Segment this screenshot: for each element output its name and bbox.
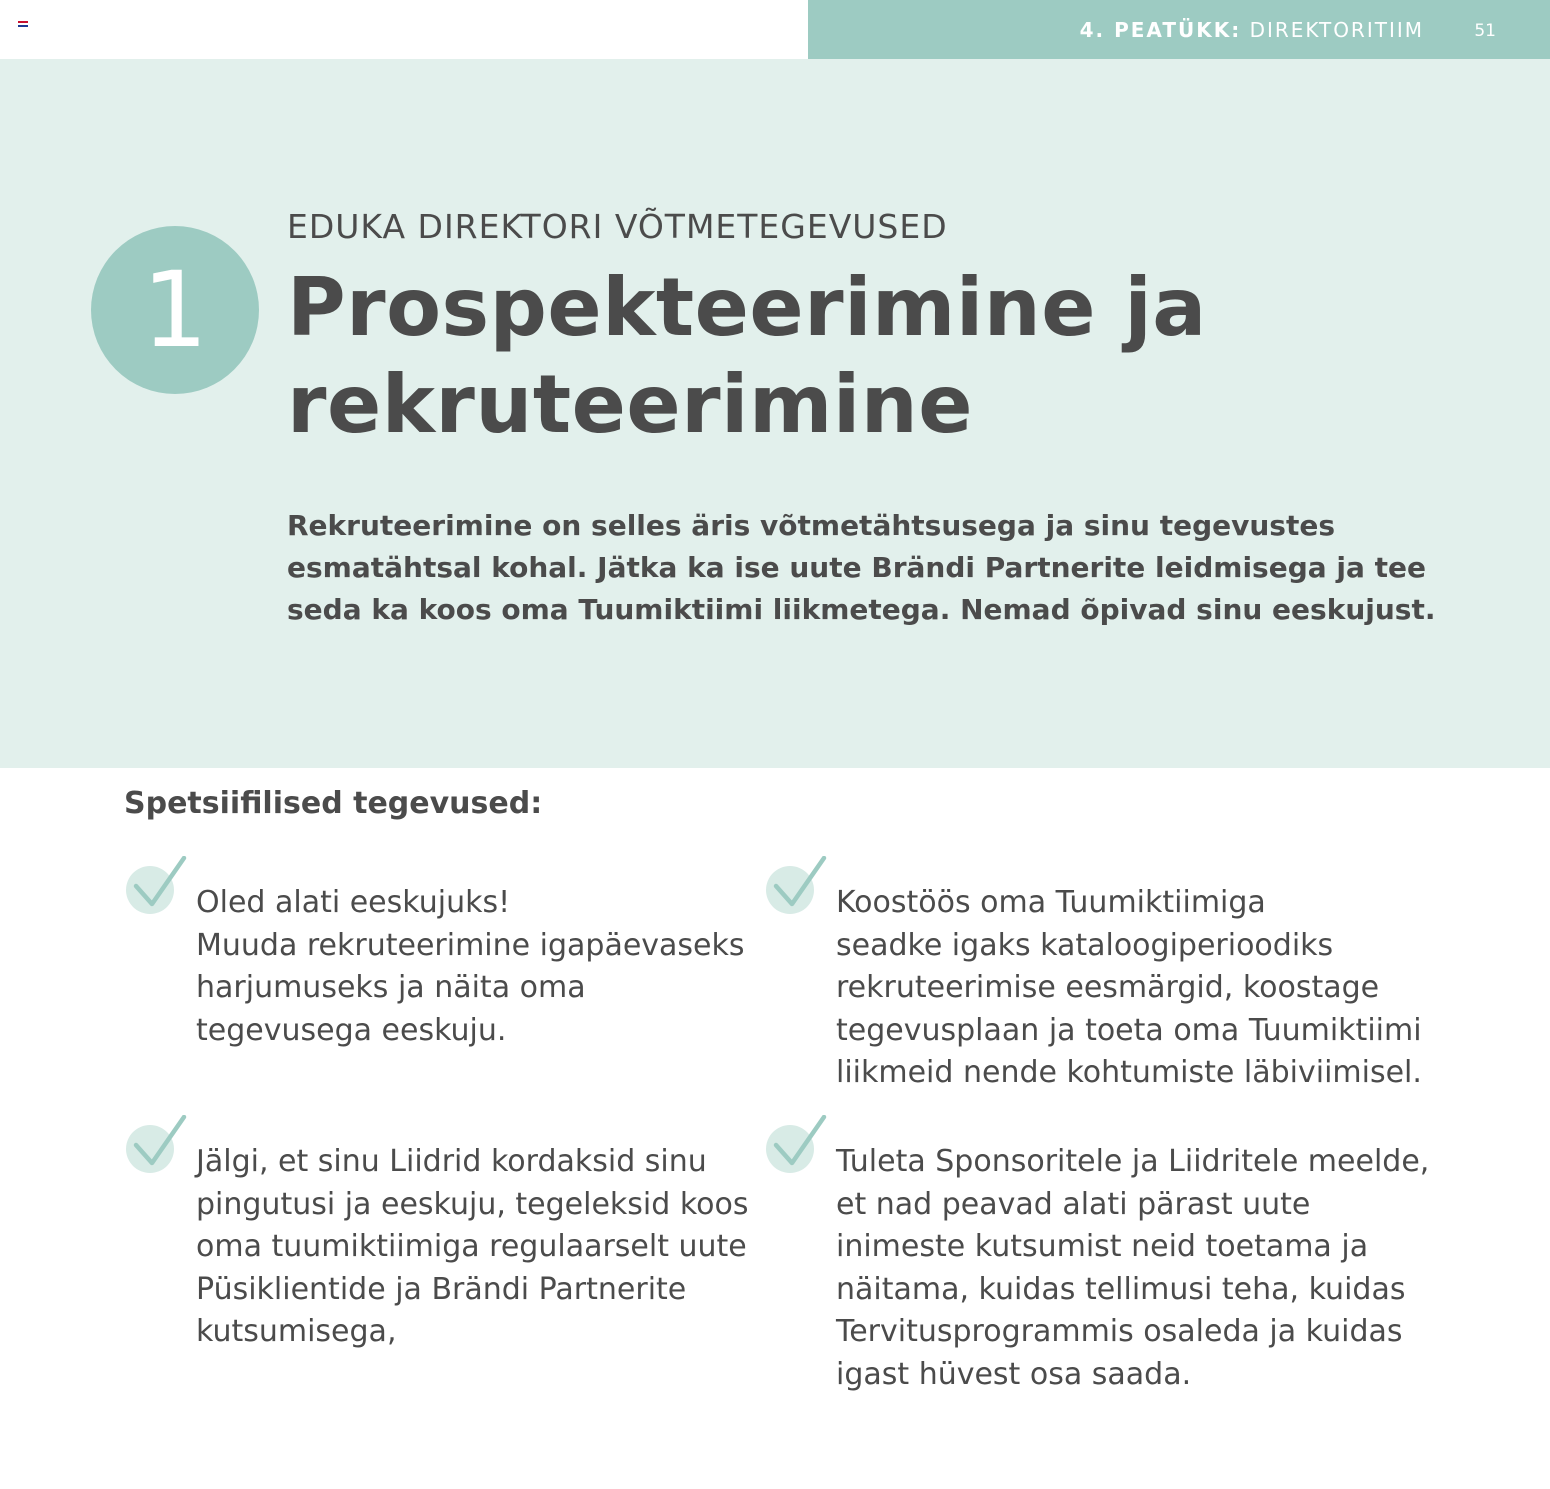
activity-line: näitama, kuidas tellimusi teha, kuidas	[836, 1271, 1406, 1307]
activity-line: oma tuumiktiimiga regulaarselt uute	[196, 1229, 747, 1264]
step-number-badge: 1	[91, 226, 259, 394]
page-title-line: Prospekteerimine ja	[287, 261, 1207, 354]
activity-text	[196, 1141, 748, 1354]
lead-paragraph	[287, 505, 1436, 631]
lead-line: esmatähtsal kohal. Jätka ka ise uute Brändi Partnerite leidmisega ja tee	[287, 551, 1426, 584]
checkmark-icon	[764, 856, 828, 920]
activity-line: Püsiklientide ja Brändi Partnerite	[196, 1271, 687, 1307]
activity-line: Tuleta Sponsoritele ja Liidritele meelde,	[836, 1144, 1430, 1179]
activity-line: tegevusega eeskuju.	[196, 1012, 507, 1048]
activity-line: kutsumisega,	[196, 1314, 397, 1349]
activity-line: Jälgi, et sinu Liidrid kordaksid sinu	[196, 1144, 707, 1179]
activity-line: liikmeid nende kohtumiste läbiviimisel.	[836, 1055, 1422, 1090]
page-title	[287, 259, 1207, 453]
page-number: 51	[1474, 21, 1496, 41]
activity-line: pingutusi ja eeskuju, tegeleksid koos	[196, 1186, 749, 1222]
activity-line: Muuda rekruteerimine igapäevaseks	[196, 927, 745, 963]
checkmark-icon	[124, 856, 188, 920]
chapter-name: DIREKTORITIIM	[1249, 18, 1424, 42]
activity-text	[836, 1141, 1429, 1396]
activity-line: igast hüvest osa saada.	[836, 1356, 1192, 1392]
activity-line: et nad peavad alati pärast uute	[836, 1186, 1311, 1222]
activity-line: tegevusplaan ja toeta oma Tuumiktiimi	[836, 1012, 1422, 1048]
activity-line: seadke igaks kataloogiperioodiks	[836, 927, 1334, 963]
activity-line: rekruteerimise eesmärgid, koostage	[836, 970, 1380, 1005]
activities-heading: Spetsiifilised tegevused:	[124, 786, 543, 821]
chapter-number: 4. PEATÜKK:	[1079, 18, 1242, 42]
chapter-header	[808, 0, 1550, 59]
checkmark-icon	[764, 1115, 828, 1179]
activity-text	[836, 882, 1422, 1095]
activity-line: Oled alati eeskujuks!	[196, 885, 511, 920]
activity-text	[196, 882, 745, 1052]
lead-line: Rekruteerimine on selles äris võtmetähtsusega ja sinu tegevustes	[287, 509, 1336, 542]
lead-line: seda ka koos oma Tuumiktiimi liikmetega. Nemad õpivad sinu eeskujust.	[287, 593, 1436, 626]
checkmark-icon	[124, 1115, 188, 1179]
section-eyebrow: EDUKA DIREKTORI VÕTMETEGEVUSED	[287, 207, 948, 246]
activity-line: inimeste kutsumist neid toetama ja	[836, 1229, 1369, 1264]
page-title-line: rekruteerimine	[287, 358, 973, 451]
hero-section	[0, 59, 1550, 768]
flag-icon	[18, 21, 28, 27]
activity-line: Koostöös oma Tuumiktiimiga	[836, 885, 1266, 920]
activity-line: harjumuseks ja näita oma	[196, 970, 586, 1005]
activity-line: Tervitusprogrammis osaleda ja kuidas	[836, 1314, 1403, 1349]
chapter-title	[1080, 18, 1424, 42]
